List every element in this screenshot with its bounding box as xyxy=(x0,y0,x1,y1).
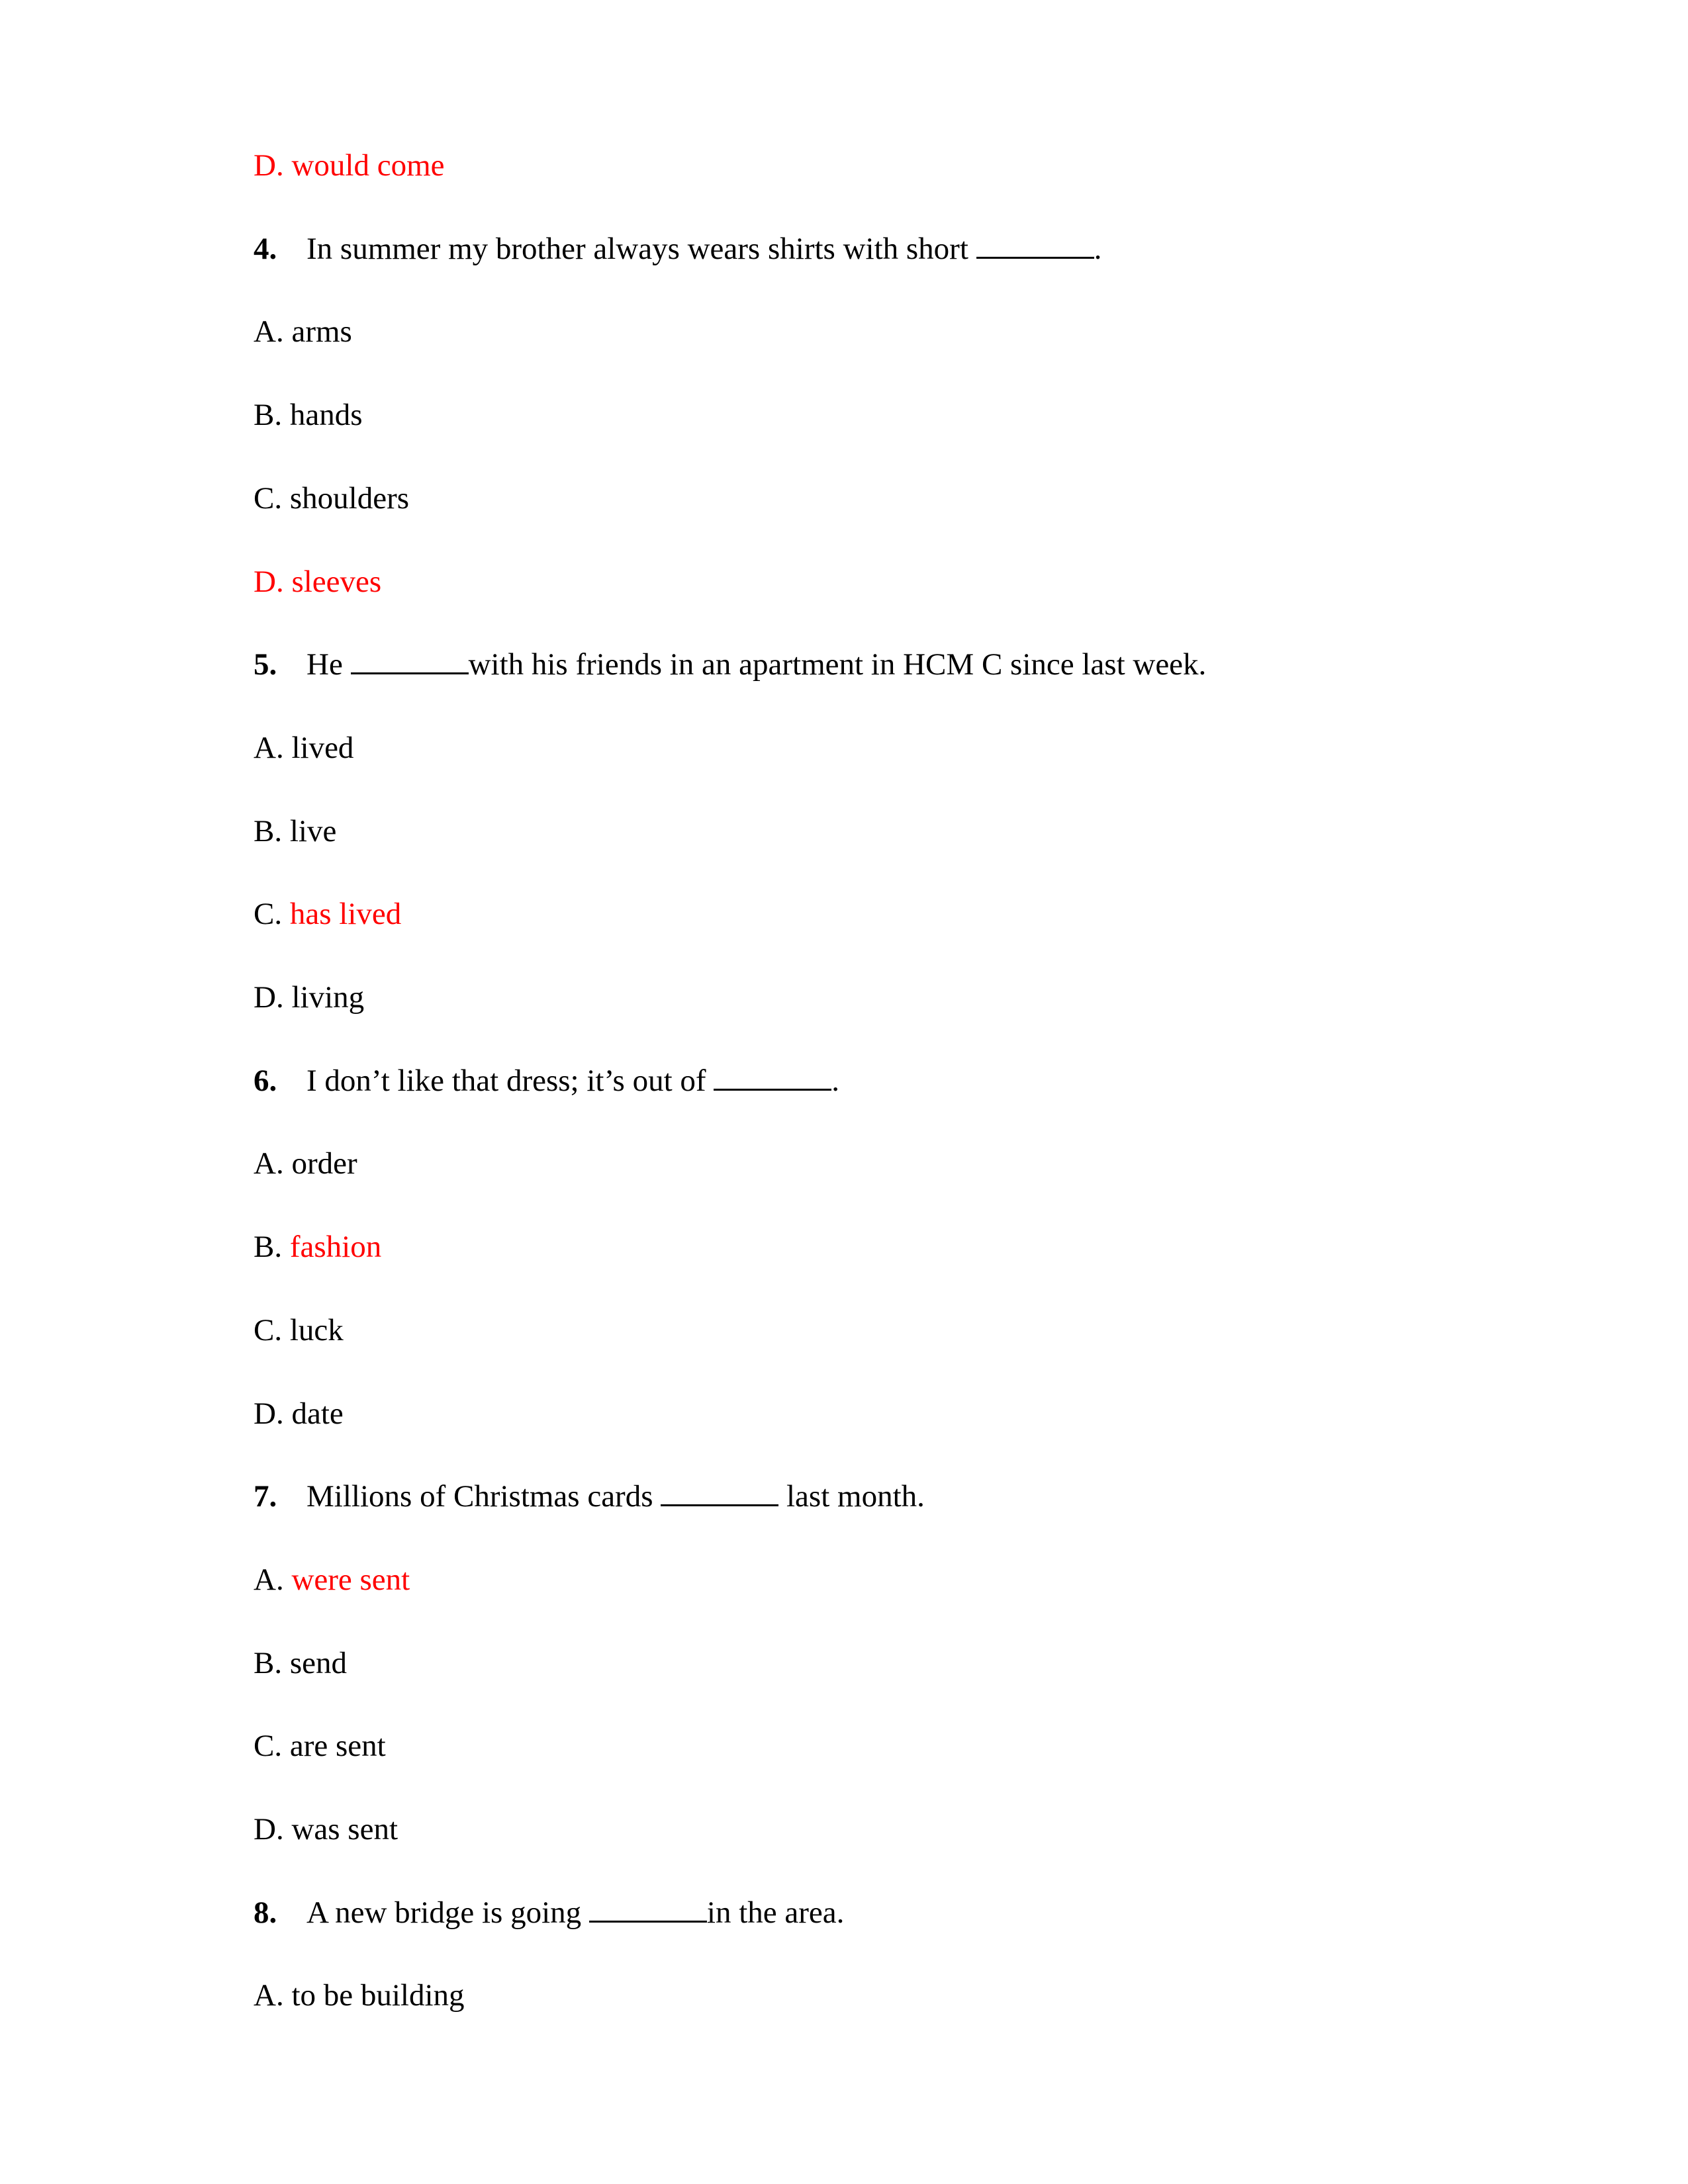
answer-blank xyxy=(714,1062,831,1091)
question-number: 4. xyxy=(254,231,277,266)
answer-option xyxy=(254,1310,344,1350)
answer-option xyxy=(254,978,364,1017)
option-letter: D. xyxy=(254,1396,292,1431)
answer-option xyxy=(254,1976,465,2015)
option-letter: A. xyxy=(254,314,292,349)
answer-option xyxy=(254,1643,347,1683)
question-number: 5. xyxy=(254,647,277,682)
answer-option xyxy=(254,1726,386,1766)
option-letter: B. xyxy=(254,813,290,848)
option-text: luck xyxy=(289,1312,344,1347)
question-text-after: . xyxy=(831,1063,840,1098)
correct-answer-option xyxy=(254,1560,410,1600)
answer-option xyxy=(254,1394,344,1433)
answer-option xyxy=(254,312,352,351)
option-text: living xyxy=(291,980,365,1015)
answer-blank xyxy=(661,1478,778,1506)
answer-option xyxy=(254,395,363,435)
option-text: date xyxy=(291,1396,344,1431)
question-text-after: . xyxy=(1094,231,1102,266)
question-text-before: In summer my brother always wears shirts with short xyxy=(306,231,976,266)
option-text: send xyxy=(289,1645,348,1680)
option-text: was sent xyxy=(291,1812,399,1846)
option-letter: A. xyxy=(254,730,292,765)
option-text: would come xyxy=(291,148,445,183)
option-letter: D. xyxy=(254,148,292,183)
option-letter: C. xyxy=(254,480,290,516)
option-text: hands xyxy=(289,398,363,433)
option-letter: B. xyxy=(254,398,290,433)
question-6 xyxy=(254,1061,839,1101)
correct-answer-option xyxy=(254,146,444,185)
question-text-after: last month. xyxy=(778,1479,925,1514)
question-text-before: He xyxy=(306,647,351,682)
option-text: has lived xyxy=(289,897,402,932)
option-letter: A. xyxy=(254,1146,292,1181)
option-letter: B. xyxy=(254,1230,290,1265)
question-8 xyxy=(254,1893,844,1933)
question-7 xyxy=(254,1477,925,1516)
correct-answer-option xyxy=(254,1227,381,1267)
option-text: were sent xyxy=(291,1562,410,1597)
option-text: arms xyxy=(291,314,352,349)
option-letter: C. xyxy=(254,897,290,932)
correct-answer-option xyxy=(254,894,401,934)
option-text: shoulders xyxy=(289,480,410,516)
question-text-after: in the area. xyxy=(706,1895,845,1930)
option-text: sleeves xyxy=(291,564,382,599)
option-letter: A. xyxy=(254,1562,292,1597)
answer-blank xyxy=(351,646,469,674)
question-number: 6. xyxy=(254,1063,277,1098)
question-text-after: with his friends in an apartment in HCM C since last week. xyxy=(468,647,1207,682)
question-5 xyxy=(254,645,1206,684)
answer-option xyxy=(254,811,336,851)
question-4 xyxy=(254,229,1102,269)
answer-option xyxy=(254,728,353,768)
option-letter: C. xyxy=(254,1312,290,1347)
option-letter: A. xyxy=(254,1978,292,2013)
option-text: are sent xyxy=(289,1729,386,1764)
question-text-before: A new bridge is going xyxy=(306,1895,589,1930)
answer-blank xyxy=(976,230,1094,259)
option-text: lived xyxy=(291,730,354,765)
option-text: order xyxy=(291,1146,357,1181)
question-number: 8. xyxy=(254,1895,277,1930)
option-text: fashion xyxy=(289,1230,382,1265)
option-text: live xyxy=(289,813,337,848)
answer-option xyxy=(254,1144,357,1183)
answer-blank xyxy=(589,1894,707,1923)
option-letter: B. xyxy=(254,1645,290,1680)
answer-option xyxy=(254,1809,398,1849)
question-number: 7. xyxy=(254,1479,277,1514)
correct-answer-option xyxy=(254,562,381,602)
option-letter: C. xyxy=(254,1729,290,1764)
question-text-before: I don’t like that dress; it’s out of xyxy=(306,1063,714,1098)
option-letter: D. xyxy=(254,1812,292,1846)
question-text-before: Millions of Christmas cards xyxy=(306,1479,661,1514)
option-letter: D. xyxy=(254,980,292,1015)
option-text: to be building xyxy=(291,1978,465,2013)
option-letter: D. xyxy=(254,564,292,599)
answer-option xyxy=(254,478,409,518)
